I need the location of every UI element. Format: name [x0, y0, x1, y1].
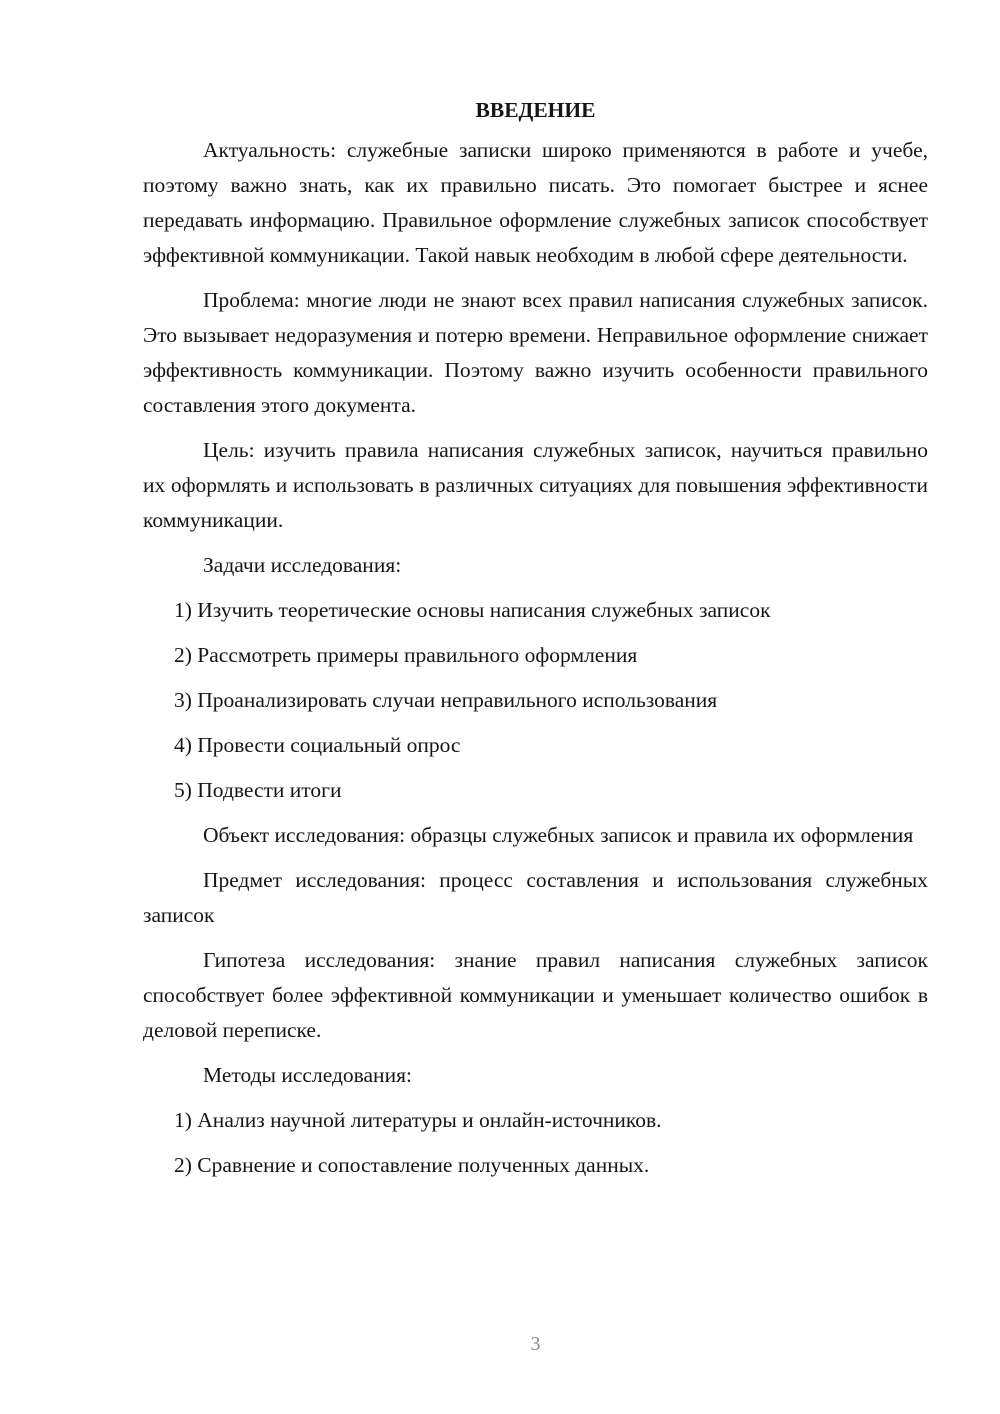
- method-item-2: 2) Сравнение и сопоставление полученных данных.: [174, 1153, 650, 1177]
- methods-heading: Методы исследования:: [203, 1063, 412, 1087]
- hypothesis-paragraph: Гипотеза исследования: знание правил написания служебных записок способствует более эффективной коммуникации и уменьшает количество ошибок в деловой переписке.: [143, 948, 928, 1042]
- relevance-paragraph: Актуальность: служебные записки широко применяются в работе и учебе, поэтому важно знать, как их правильно писать. Это помогает быстрее и яснее передавать информацию. Правильное оформление служебных записок способствует эффективной коммуникации. Такой навык необходим в любой сфере деятельности.: [143, 138, 928, 267]
- section-title: ВВЕДЕНИЕ: [475, 98, 596, 122]
- task-item-1: 1) Изучить теоретические основы написания служебных записок: [174, 598, 771, 622]
- page-body: [143, 93, 928, 1183]
- problem-paragraph: Проблема: многие люди не знают всех правил написания служебных записок. Это вызывает недоразумения и потерю времени. Неправильное оформление снижает эффективность коммуникации. Поэтому важно изучить особенности правильного составления этого документа.: [143, 288, 928, 417]
- task-item-2: 2) Рассмотреть примеры правильного оформления: [174, 643, 638, 667]
- goal-paragraph: Цель: изучить правила написания служебных записок, научиться правильно их оформлять и использовать в различных ситуациях для повышения эффективности коммуникации.: [143, 438, 928, 532]
- task-item-5: 5) Подвести итоги: [174, 778, 342, 802]
- task-item-4: 4) Провести социальный опрос: [174, 733, 461, 757]
- tasks-heading: Задачи исследования:: [203, 553, 402, 577]
- research-subject-paragraph: Предмет исследования: процесс составления и использования служебных записок: [143, 868, 928, 927]
- task-item-3: 3) Проанализировать случаи неправильного использования: [174, 688, 718, 712]
- method-item-1: 1) Анализ научной литературы и онлайн-источников.: [174, 1108, 662, 1132]
- research-object-paragraph: Объект исследования: образцы служебных записок и правила их оформления: [203, 823, 914, 847]
- page-number: 3: [530, 1333, 541, 1355]
